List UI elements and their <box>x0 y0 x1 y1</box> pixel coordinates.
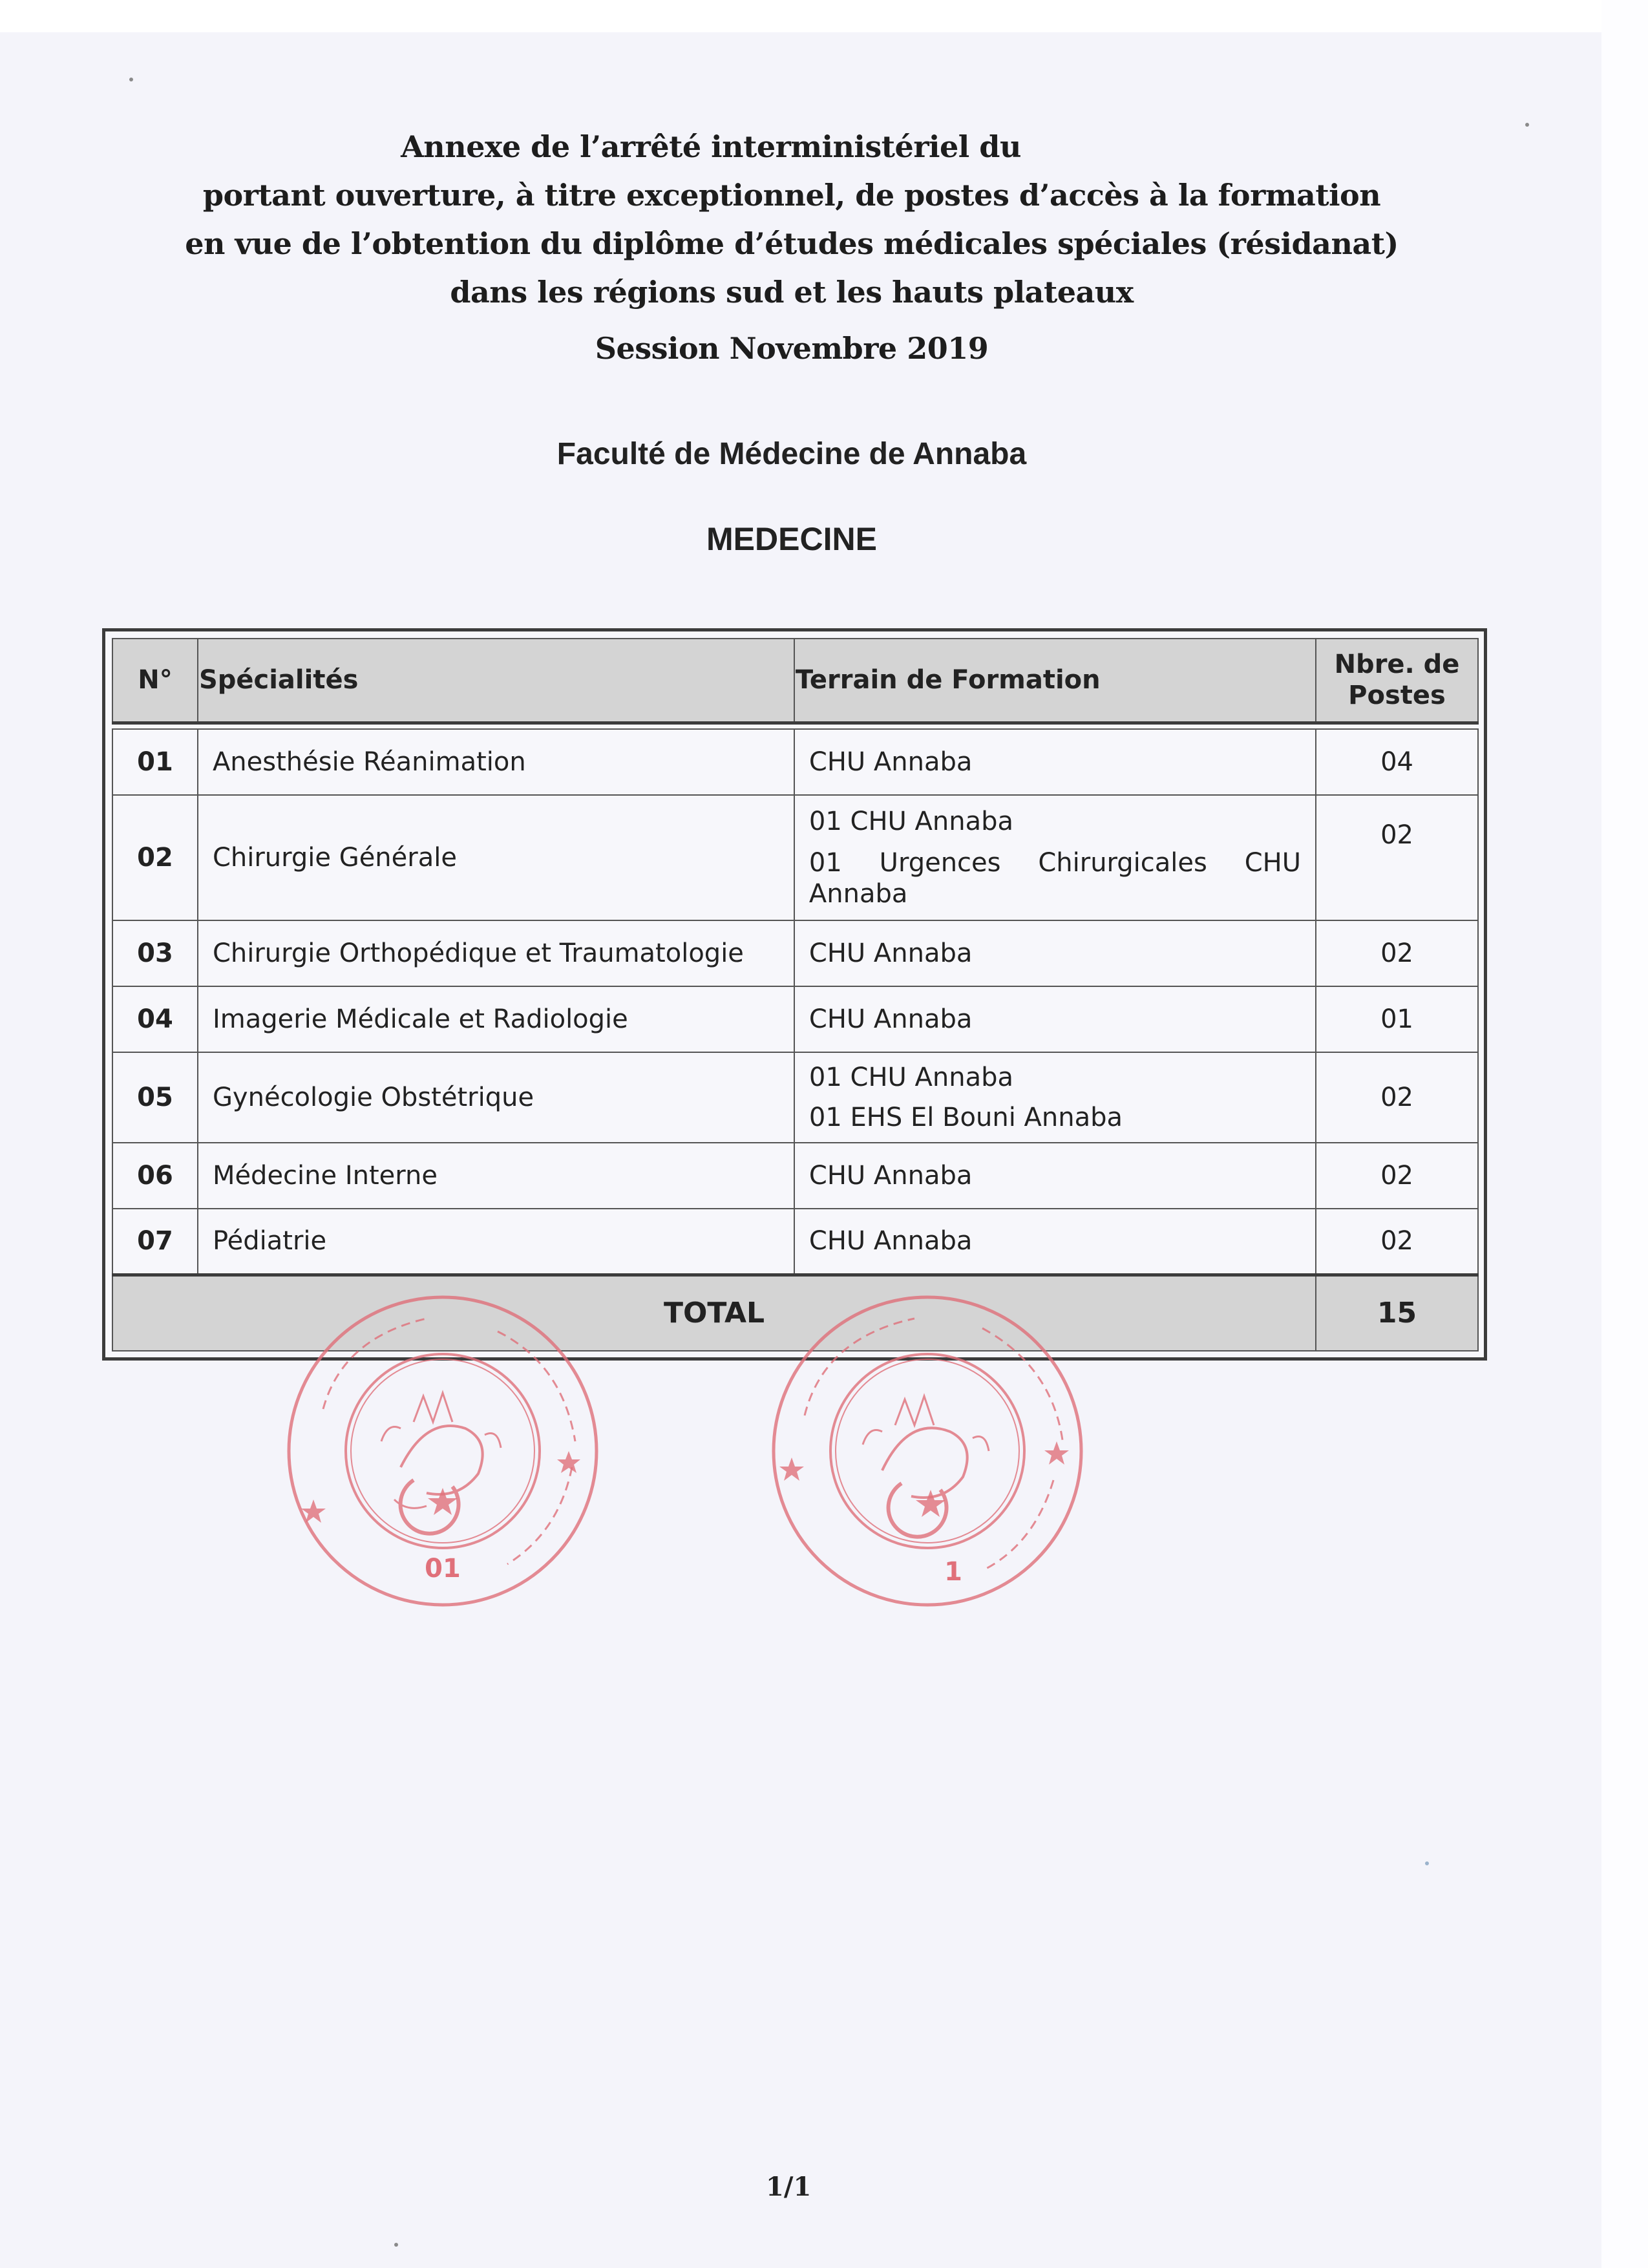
row-terrain: CHU Annaba <box>794 1209 1316 1275</box>
row-postes: 02 <box>1316 1209 1478 1275</box>
document-header <box>0 123 1583 373</box>
row-specialite: Pédiatrie <box>198 1209 794 1275</box>
header-line-2: portant ouverture, à titre exceptionnel, de postes d’accès à la formation <box>202 178 1381 213</box>
stamp-number: 1 <box>944 1557 962 1587</box>
header-specialites: Spécialités <box>198 639 794 723</box>
table-row <box>112 920 1478 986</box>
row-postes: 02 <box>1316 1143 1478 1209</box>
table-row <box>112 1209 1478 1275</box>
header-line-3: en vue de l’obtention du diplôme d’études médicales spéciales (résidanat) <box>185 226 1399 261</box>
table-header-row <box>112 639 1478 723</box>
header-postes-label: Nbre. de Postes <box>1334 650 1460 711</box>
row-specialite: Anesthésie Réanimation <box>198 729 794 795</box>
stamp-number: 01 <box>425 1554 461 1584</box>
header-postes <box>1316 639 1478 723</box>
health-ministry-stamp <box>284 1293 601 1609</box>
scan-speck <box>394 2243 398 2247</box>
header-line-4: dans les régions sud et les hauts plateaux <box>450 275 1134 310</box>
row-postes: 04 <box>1316 729 1478 795</box>
scan-margin <box>1601 0 1648 2268</box>
table-row <box>112 729 1478 795</box>
row-terrain: CHU Annaba <box>794 1143 1316 1209</box>
row-no: 03 <box>112 920 198 986</box>
row-postes: 01 <box>1316 986 1478 1052</box>
row-terrain: CHU Annaba <box>794 920 1316 986</box>
row-terrain: CHU Annaba <box>794 729 1316 795</box>
total-value: 15 <box>1316 1275 1478 1351</box>
row-postes: 02 <box>1316 920 1478 986</box>
row-terrain <box>794 1052 1316 1143</box>
table-row <box>112 1052 1478 1143</box>
row-specialite: Gynécologie Obstétrique <box>198 1052 794 1143</box>
row-terrain <box>794 795 1316 920</box>
higher-education-ministry-stamp <box>769 1293 1086 1609</box>
row-terrain: CHU Annaba <box>794 986 1316 1052</box>
page-number: 1/1 <box>766 2172 812 2202</box>
postes-table-frame <box>102 628 1487 1361</box>
row-postes: 02 <box>1316 795 1478 920</box>
terrain-line: 01 CHU Annaba <box>808 1063 1013 1092</box>
row-no: 01 <box>112 729 198 795</box>
scan-speck <box>1425 1861 1429 1865</box>
row-specialite: Chirurgie Générale <box>198 795 794 920</box>
session-title: Session Novembre 2019 <box>595 331 989 366</box>
terrain-line: 01 EHS El Bouni Annaba <box>808 1103 1123 1132</box>
table-row <box>112 986 1478 1052</box>
row-specialite: Imagerie Médicale et Radiologie <box>198 986 794 1052</box>
row-specialite: Médecine Interne <box>198 1143 794 1209</box>
postes-table <box>112 638 1479 1351</box>
department-title: MEDECINE <box>706 521 877 557</box>
terrain-line: 01 CHU Annaba <box>808 807 1013 836</box>
total-label: TOTAL <box>112 1275 1316 1351</box>
row-specialite: Chirurgie Orthopédique et Traumatologie <box>198 920 794 986</box>
row-no: 07 <box>112 1209 198 1275</box>
table-row <box>112 795 1478 920</box>
row-no: 04 <box>112 986 198 1052</box>
faculty-title: Faculté de Médecine de Annaba <box>556 437 1027 471</box>
header-line-1: Annexe de l’arrêté interministériel du <box>401 129 1021 164</box>
row-no: 06 <box>112 1143 198 1209</box>
scan-speck <box>1525 123 1529 127</box>
scan-speck <box>129 78 133 81</box>
terrain-line: 01 Urgences Chirurgicales CHU Annaba <box>808 848 1302 909</box>
table-row <box>112 1143 1478 1209</box>
header-terrain: Terrain de Formation <box>794 639 1316 723</box>
row-postes: 02 <box>1316 1052 1478 1143</box>
row-no: 05 <box>112 1052 198 1143</box>
row-no: 02 <box>112 795 198 920</box>
header-no: N° <box>112 639 198 723</box>
